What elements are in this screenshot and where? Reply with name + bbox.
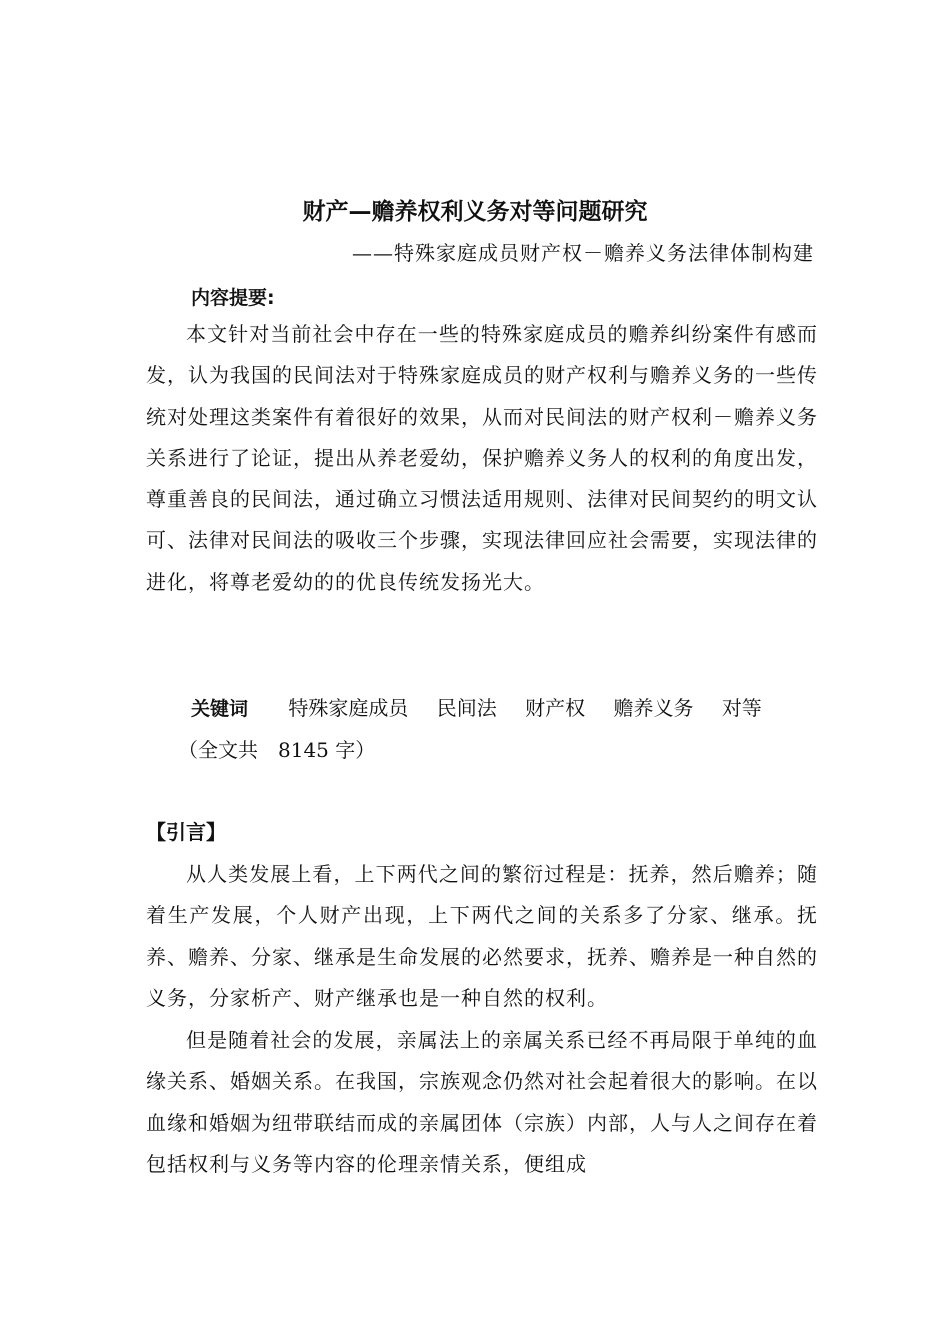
introduction-heading: 【引言】: [146, 820, 226, 844]
document-title: 财产—赡养权利义务对等问题研究: [302, 199, 648, 225]
document-subtitle: ——特殊家庭成员财产权－赡养义务法律体制构建: [352, 241, 814, 265]
keyword-item: 对等: [721, 696, 762, 720]
keyword-item: 民间法: [436, 696, 497, 720]
introduction-paragraph: 从人类发展上看，上下两代之间的繁衍过程是：抚养，然后赡养；随着生产发展，个人财产出现，上下两代之间的关系多了分家、继承。抚养、赡养、分家、继承是生命发展的必然要求，抚养、赡养是一种自然的义务，分家析产、财产继承也是一种自然的权利。: [146, 862, 818, 1010]
abstract-label: 内容提要:: [191, 287, 275, 309]
keyword-item: 赡养义务: [613, 696, 694, 720]
keywords-label: 关键词: [191, 698, 249, 720]
introduction-paragraph: 但是随着社会的发展，亲属法上的亲属关系已经不再局限于单纯的血缘关系、婚姻关系。在我国，宗族观念仍然对社会起着很大的影响。在以血缘和婚姻为纽带联结而成的亲属团体（宗族）内部，人与人之间存在着包括权利与义务等内容的伦理亲情关系，便组成: [146, 1028, 818, 1176]
keyword-item: 特殊家庭成员: [288, 696, 409, 720]
abstract-text: 本文针对当前社会中存在一些的特殊家庭成员的赡养纠纷案件有感而发，认为我国的民间法对于特殊家庭成员的财产权利与赡养义务的一些传统对处理这类案件有着很好的效果，从而对民间法的财产权利－赡养义务关系进行了论证，提出从养老爱幼，保护赡养义务人的权利的角度出发，尊重善良的民间法，通过确立习惯法适用规则、法律对民间契约的明文认可、法律对民间法的吸收三个步骤，实现法律回应社会需要，实现法律的进化，将尊老爱幼的的优良传统发扬光大。: [146, 322, 818, 594]
word-count: （全文共 8145 字）: [178, 738, 376, 762]
keywords-row: [191, 690, 784, 727]
keyword-item: 财产权: [525, 696, 586, 720]
